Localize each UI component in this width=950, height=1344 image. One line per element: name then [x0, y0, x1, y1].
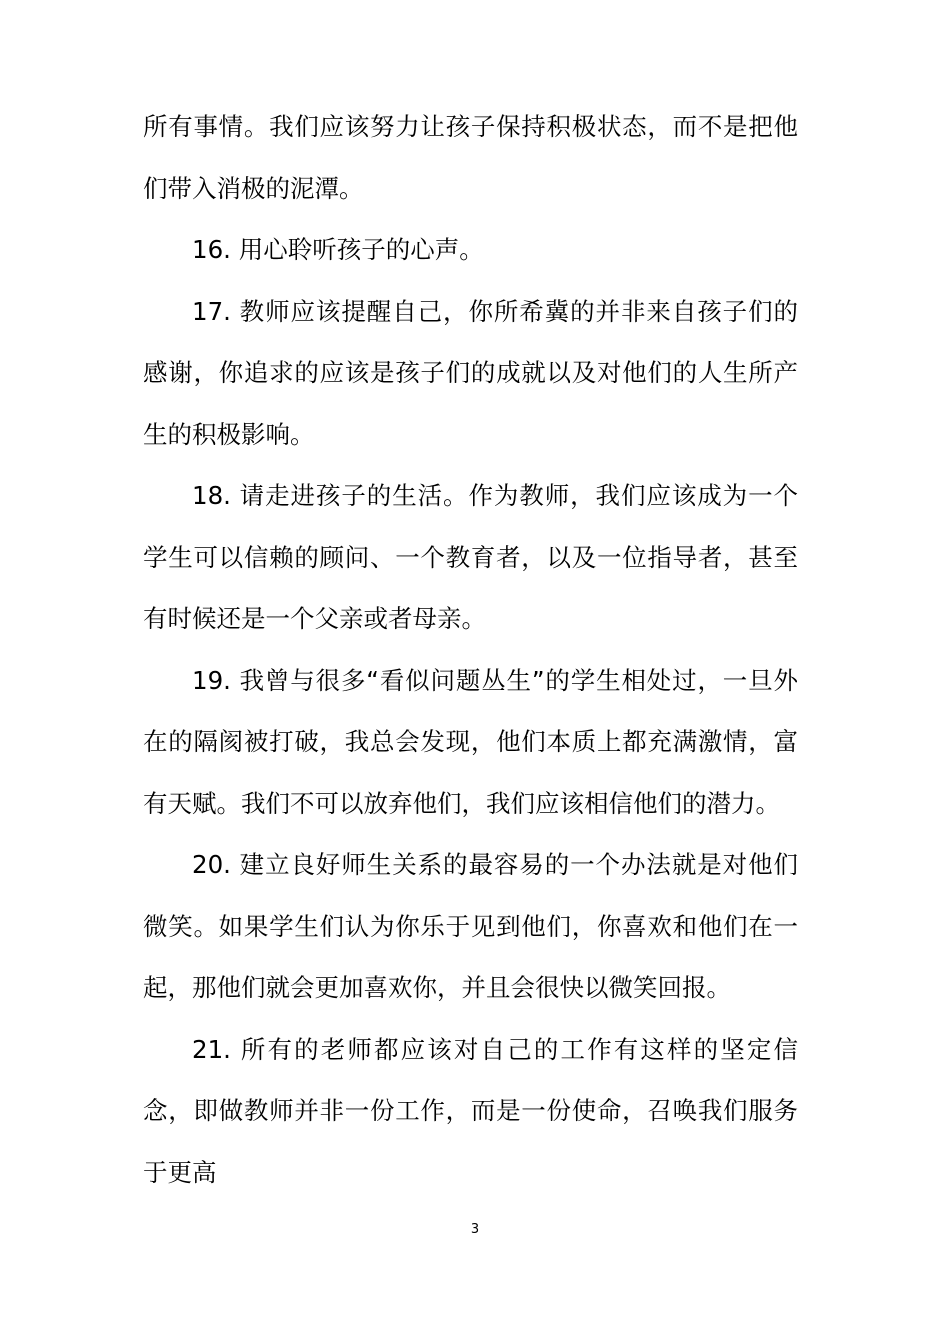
paragraph-item-18: 18. 请走进孩子的生活。作为教师，我们应该成为一个学生可以信赖的顾问、一个教育者，以及一位指导者，甚至有时候还是一个父亲或者母亲。 — [143, 481, 798, 633]
paragraph-item-16: 16. 用心聆听孩子的心声。 — [192, 235, 484, 264]
paragraph-item-17: 17. 教师应该提醒自己，你所希冀的并非来自孩子们的感谢，你追求的应该是孩子们的成就以及对他们的人生所产生的积极影响。 — [143, 296, 798, 449]
paragraph-continuation: 所有事情。我们应该努力让孩子保持积极状态，而不是把他们带入消极的泥潭。 — [143, 112, 798, 203]
paragraph-item-19: 19. 我曾与很多“看似问题丛生”的学生相处过，一旦外在的隔阂被打破，我总会发现，他们本质上都充满激情，富有天赋。我们不可以放弃他们，我们应该相信他们的潜力。 — [143, 665, 798, 818]
page-number: 3 — [470, 1222, 480, 1237]
paragraph-item-21: 21. 所有的老师都应该对自己的工作有这样的坚定信念，即做教师并非一份工作，而是一份使命，召唤我们服务于更高 — [143, 1034, 798, 1187]
paragraph-item-20: 20. 建立良好师生关系的最容易的一个办法就是对他们微笑。如果学生们认为你乐于见到他们，你喜欢和他们在一起，那他们就会更加喜欢你，并且会很快以微笑回报。 — [143, 850, 798, 1002]
document-body — [143, 96, 798, 1203]
